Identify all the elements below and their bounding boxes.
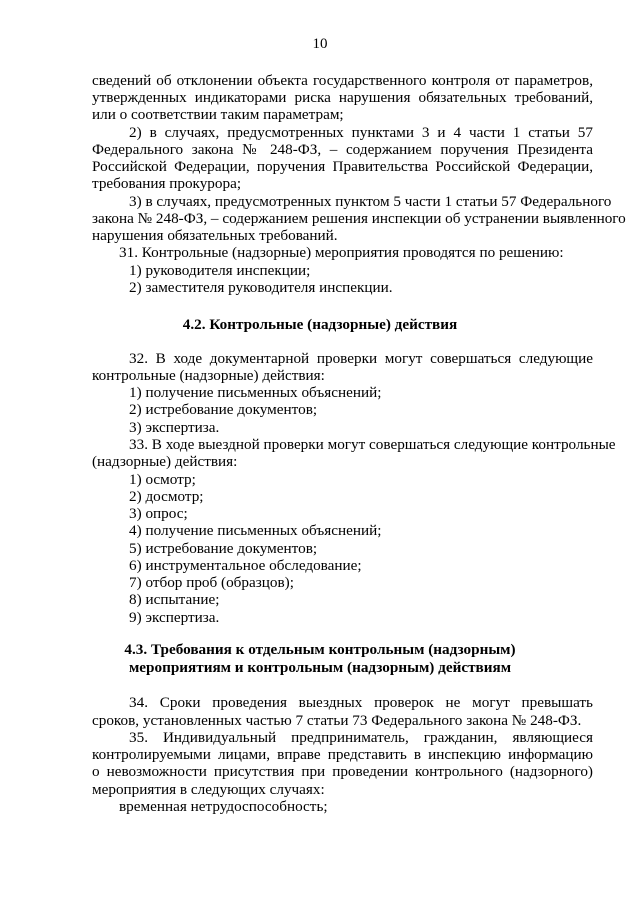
text-line: 3) в случаях, предусмотренных пунктом 5 части 1 статьи 57 Федерального — [129, 193, 612, 210]
list-item: 6) инструментальное обследование; — [129, 557, 362, 574]
text-line: временная нетрудоспособность; — [119, 798, 328, 815]
section-heading: мероприятиям и контрольным (надзорным) действиям — [128, 659, 512, 676]
text-line: 35. Индивидуальный предприниматель, гражданин, являющиеся — [129, 729, 593, 746]
list-item: 3) экспертиза. — [129, 419, 220, 436]
list-item: 1) получение письменных объяснений; — [129, 384, 382, 401]
text-line: закона № 248-ФЗ, – содержанием решения инспекции об устранении выявленного — [92, 210, 626, 227]
text-line: 2) в случаях, предусмотренных пунктами 3 и 4 части 1 статьи 57 — [129, 124, 593, 141]
list-item: 1) осмотр; — [129, 471, 196, 488]
list-item: 9) экспертиза. — [129, 609, 220, 626]
list-item: 1) руководителя инспекции; — [129, 262, 311, 279]
section-heading: 4.3. Требования к отдельным контрольным (надзорным) — [124, 641, 516, 658]
text-line: или о соответствии таким параметрам; — [92, 106, 344, 123]
text-line: контрольные (надзорные) действия: — [92, 367, 325, 384]
text-line: сведений об отклонении объекта государственного контроля от параметров, — [92, 72, 593, 89]
text-line: 32. В ходе документарной проверки могут совершаться следующие — [129, 350, 593, 367]
list-item: 8) испытание; — [129, 591, 220, 608]
page-number: 10 — [312, 36, 328, 52]
text-line: нарушения обязательных требований. — [92, 227, 338, 244]
text-line: требования прокурора; — [92, 175, 242, 192]
list-item: 4) получение письменных объяснений; — [129, 522, 382, 539]
text-line: утвержденных индикаторами риска нарушения обязательных требований, — [92, 89, 593, 106]
text-line: (надзорные) действия: — [92, 453, 238, 470]
list-item: 2) заместителя руководителя инспекции. — [129, 279, 393, 296]
text-line: сроков, установленных частью 7 статьи 73 Федерального закона № 248-ФЗ. — [92, 712, 582, 729]
text-line: Федерального закона № 248-ФЗ, – содержанием поручения Президента — [92, 141, 593, 158]
list-item: 5) истребование документов; — [129, 540, 318, 557]
list-item: 3) опрос; — [129, 505, 188, 522]
section-heading: 4.2. Контрольные (надзорные) действия — [182, 316, 458, 333]
text-line: Российской Федерации, поручения Правительства Российской Федерации, — [92, 158, 593, 175]
text-line: мероприятия в следующих случаях: — [92, 781, 325, 798]
text-line: о невозможности присутствия при проведении контрольного (надзорного) — [92, 763, 593, 780]
text-line: 34. Сроки проведения выездных проверок не могут превышать — [129, 694, 593, 711]
text-line: 31. Контрольные (надзорные) мероприятия проводятся по решению: — [119, 244, 564, 261]
text-line: контролируемыми лицами, вправе представить в инспекцию информацию — [92, 746, 593, 763]
text-line: 33. В ходе выездной проверки могут совершаться следующие контрольные — [129, 436, 616, 453]
list-item: 2) истребование документов; — [129, 401, 318, 418]
list-item: 7) отбор проб (образцов); — [129, 574, 294, 591]
list-item: 2) досмотр; — [129, 488, 204, 505]
